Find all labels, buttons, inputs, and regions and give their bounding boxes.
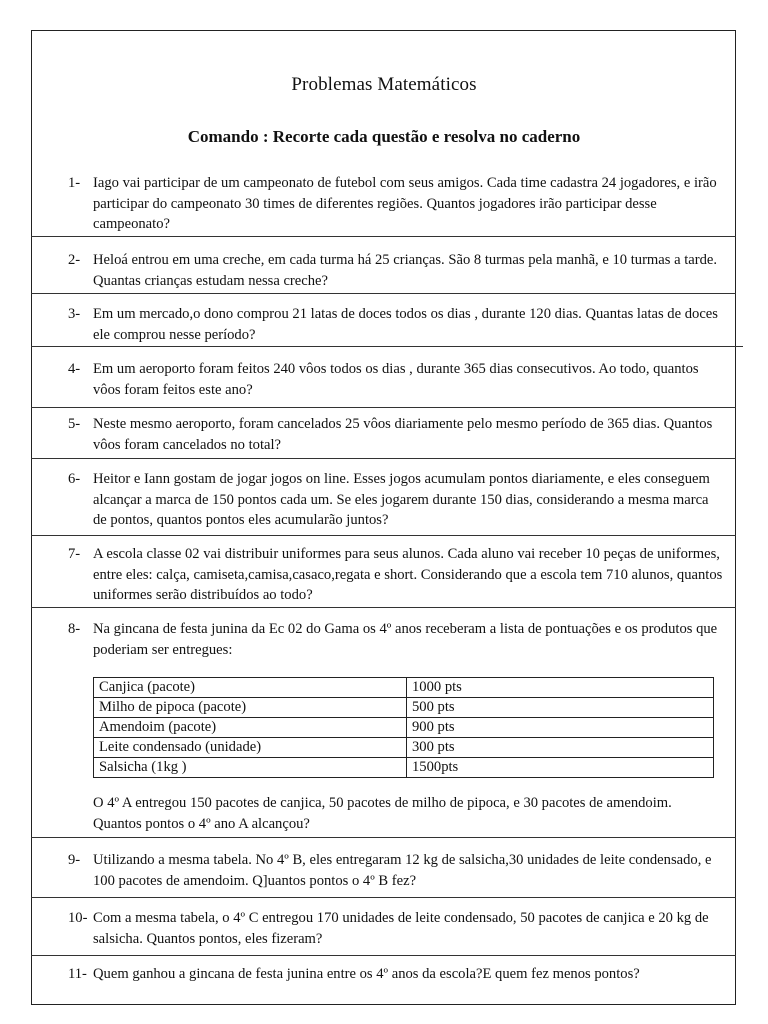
- cut-line: [31, 897, 736, 898]
- product-points-cell: 1500pts: [407, 758, 714, 778]
- question-text: Na gincana de festa junina da Ec 02 do Gama os 4º anos receberam a lista de pontuações e os produtos que poderiam ser entregues:: [93, 621, 718, 658]
- question-number: 5-: [68, 416, 81, 432]
- question-number: 1-: [68, 175, 81, 191]
- question-text: Utilizando a mesma tabela. No 4º B, eles entregaram 12 kg de salsicha,30 unidades de leite condensado, e 100 pacotes de amendoim. Q]uantos pontos o 4º B fez?: [93, 852, 712, 889]
- product-name-cell: Leite condensado (unidade): [94, 738, 407, 758]
- command-instruction: Comando : Recorte cada questão e resolva no caderno: [187, 127, 581, 146]
- page-title: Problemas Matemáticos: [291, 74, 477, 95]
- product-name-cell: Salsicha (1kg ): [94, 758, 407, 778]
- question-number: 2-: [68, 252, 81, 268]
- question-number: 7-: [68, 546, 81, 562]
- points-table: [93, 677, 714, 778]
- question-number: 9-: [68, 852, 81, 868]
- table-row: [94, 698, 714, 718]
- cut-line: [31, 535, 736, 536]
- question-text: Em um aeroporto foram feitos 240 vôos todos os dias , durante 365 dias consecutivos. Ao todo, quantos vôos foram feitos este ano?: [93, 361, 699, 398]
- table-row: [94, 678, 714, 698]
- question-text: Com a mesma tabela, o 4º C entregou 170 unidades de leite condensado, 50 pacotes de canjica e 20 kg de salsicha. Quantos pontos, eles fizeram?: [93, 910, 709, 947]
- product-points-cell: 900 pts: [407, 718, 714, 738]
- table-row: [94, 738, 714, 758]
- question-text: Heitor e Iann gostam de jogar jogos on line. Esses jogos acumulam pontos diariamente, e eles conseguem alcançar a marca de 150 pontos cada um. Se eles jogarem durante 150 dias, considerando a mesma marca de pontos, quantos pontos eles acumularão juntos?: [93, 471, 710, 528]
- question-text: Neste mesmo aeroporto, foram cancelados 25 vôos diariamente pelo mesmo período de 365 dias. Quantos vôos foram cancelados no total?: [93, 416, 713, 453]
- question-text: Quem ganhou a gincana de festa junina entre os 4º anos da escola?E quem fez menos pontos?: [93, 966, 640, 982]
- question-number: 6-: [68, 471, 81, 487]
- cut-line: [31, 607, 736, 608]
- table-row: [94, 718, 714, 738]
- product-points-cell: 300 pts: [407, 738, 714, 758]
- product-points-cell: 500 pts: [407, 698, 714, 718]
- question-number: 10-: [68, 910, 88, 926]
- question-number: 8-: [68, 621, 81, 637]
- cut-line: [31, 407, 736, 408]
- product-name-cell: Canjica (pacote): [94, 678, 407, 698]
- product-name-cell: Milho de pipoca (pacote): [94, 698, 407, 718]
- cut-line: [31, 346, 743, 347]
- cut-line: [31, 837, 736, 838]
- question-number: 4-: [68, 361, 81, 377]
- table-row: [94, 758, 714, 778]
- question-8-followup: O 4º A entregou 150 pacotes de canjica, 50 pacotes de milho de pipoca, e 30 pacotes de amendoim. Quantos pontos o 4º ano A alcançou?: [93, 795, 672, 832]
- question-text: Iago vai participar de um campeonato de futebol com seus amigos. Cada time cadastra 24 jogadores, e irão participar do campeonato 30 times de diferentes regiões. Quantos jogadores irão participar desse campeonato?: [93, 175, 717, 232]
- cut-line: [31, 458, 736, 459]
- cut-line: [31, 293, 736, 294]
- question-number: 3-: [68, 306, 81, 322]
- question-number: 11-: [68, 966, 87, 982]
- cut-line: [31, 955, 736, 956]
- question-text: A escola classe 02 vai distribuir uniformes para seus alunos. Cada aluno vai receber 10 peças de uniformes, entre eles: calça, camiseta,camisa,casaco,regata e short. Considerando que a escola tem 710 alunos, quantos uniformes serão distribuídos ao todo?: [93, 546, 723, 603]
- question-text: Em um mercado,o dono comprou 21 latas de doces todos os dias , durante 120 dias. Quantas latas de doces ele comprou nesse período?: [93, 306, 718, 343]
- product-name-cell: Amendoim (pacote): [94, 718, 407, 738]
- question-text: Heloá entrou em uma creche, em cada turma há 25 crianças. São 8 turmas pela manhã, e 10 turmas a tarde. Quantas crianças estudam nessa creche?: [93, 252, 718, 289]
- product-points-cell: 1000 pts: [407, 678, 714, 698]
- cut-line: [31, 236, 736, 237]
